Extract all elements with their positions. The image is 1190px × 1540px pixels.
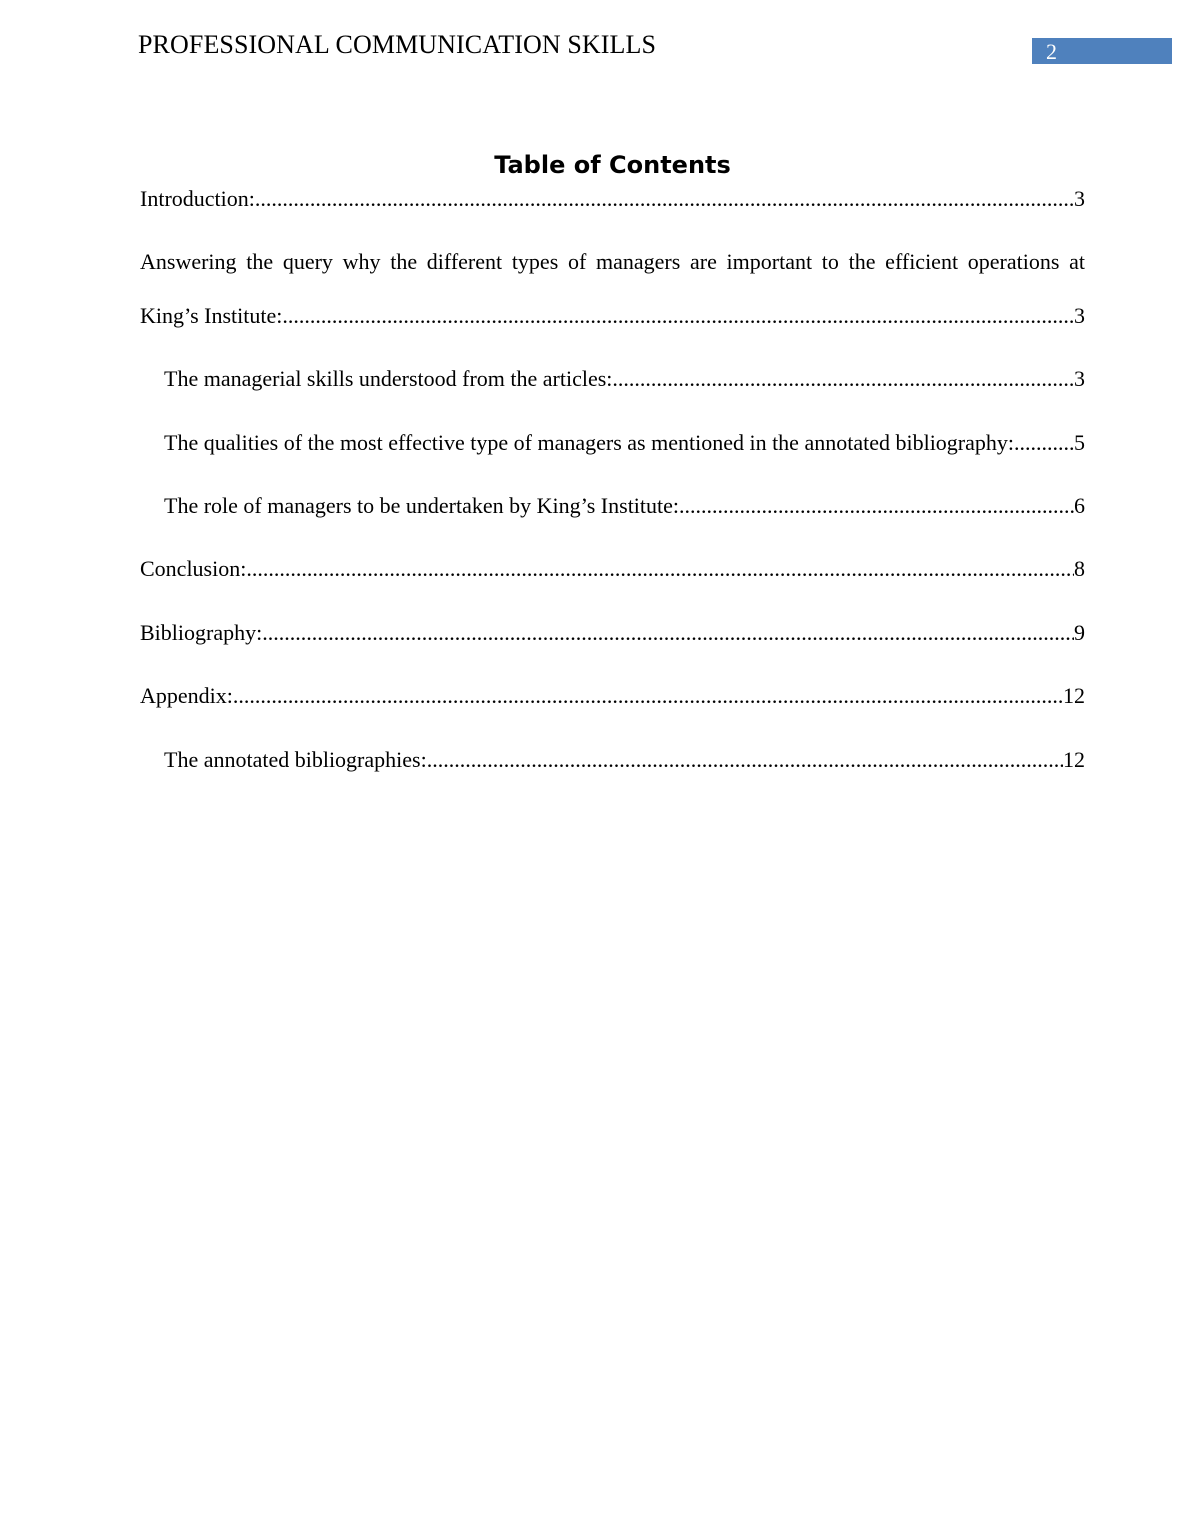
toc-page-number: 12 bbox=[1063, 683, 1085, 708]
toc-dot-leader bbox=[679, 493, 1074, 519]
toc-entry-answering-query[interactable] bbox=[140, 303, 1085, 329]
toc-entry-text: The managerial skills understood from the articles: bbox=[164, 366, 613, 391]
toc-page-number: 3 bbox=[1074, 366, 1085, 391]
toc-dot-leader bbox=[246, 556, 1074, 582]
toc-entry-introduction[interactable] bbox=[140, 186, 1085, 212]
toc-entry-bibliography[interactable] bbox=[140, 620, 1085, 646]
toc-entry-text: The role of managers to be undertaken by King’s Institute: bbox=[164, 493, 680, 518]
toc-entry-qualities-of-managers[interactable] bbox=[164, 430, 1085, 456]
toc-entry-text: King’s Institute: bbox=[140, 303, 283, 328]
toc-dot-leader bbox=[233, 683, 1063, 709]
toc-page-number: 6 bbox=[1074, 493, 1085, 518]
toc-page-number: 5 bbox=[1074, 430, 1085, 455]
toc-entry-text: Appendix: bbox=[140, 683, 233, 708]
page-number: 2 bbox=[1046, 39, 1057, 64]
toc-entry-role-of-managers[interactable] bbox=[164, 493, 1085, 519]
toc-entry-managerial-skills[interactable] bbox=[164, 366, 1085, 392]
toc-entry-text: Introduction: bbox=[140, 186, 255, 211]
toc-dot-leader bbox=[282, 303, 1074, 329]
toc-entry-text: Conclusion: bbox=[140, 556, 247, 581]
toc-entry-annotated-bibliographies[interactable] bbox=[164, 747, 1085, 773]
toc-entry-conclusion[interactable] bbox=[140, 556, 1085, 582]
toc-page-number: 9 bbox=[1074, 620, 1085, 645]
toc-entry-text: Bibliography: bbox=[140, 620, 263, 645]
toc-entry-text: The annotated bibliographies: bbox=[164, 747, 427, 772]
running-header-title: PROFESSIONAL COMMUNICATION SKILLS bbox=[138, 30, 657, 59]
toc-page-number: 12 bbox=[1063, 747, 1085, 772]
toc-title: Table of Contents bbox=[494, 151, 731, 179]
toc-entry-appendix[interactable] bbox=[140, 683, 1085, 709]
toc-page-number: 8 bbox=[1074, 556, 1085, 581]
toc-dot-leader bbox=[262, 620, 1074, 646]
toc-page-number: 3 bbox=[1074, 303, 1085, 328]
toc-dot-leader bbox=[427, 747, 1063, 773]
toc-dot-leader bbox=[612, 366, 1074, 392]
toc-page-number: 3 bbox=[1074, 186, 1085, 211]
page-number-badge bbox=[1032, 38, 1172, 64]
toc-entry-answering-query-line1[interactable]: Answering the query why the different types of managers are important to the efficient operations at bbox=[140, 249, 1085, 274]
toc-dot-leader bbox=[255, 186, 1074, 212]
toc-dot-leader bbox=[1014, 430, 1074, 456]
toc-entry-text: The qualities of the most effective type of managers as mentioned in the annotated bibliography: bbox=[164, 430, 1015, 455]
